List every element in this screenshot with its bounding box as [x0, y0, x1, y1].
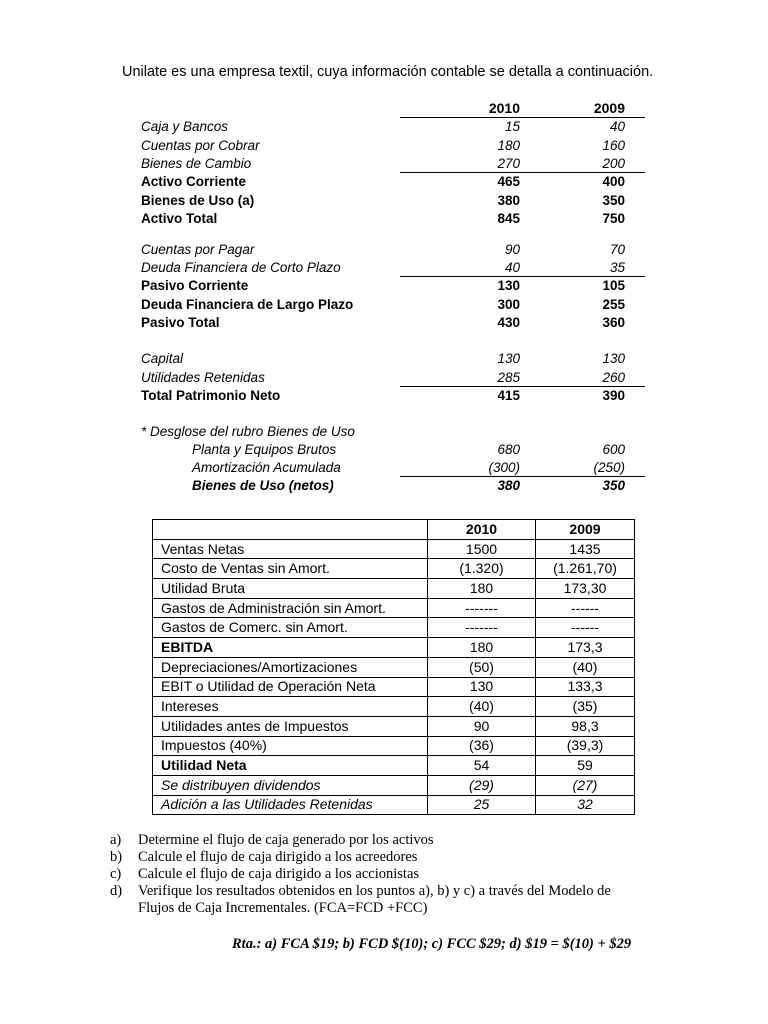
- table-row: Utilidad Neta 54 59: [153, 756, 635, 776]
- bs-row: Bienes de Uso (netos) 380 350: [192, 478, 625, 493]
- bs-row: Utilidades Retenidas 285 260: [141, 370, 625, 385]
- bs-row: Bienes de Cambio 270 200: [141, 156, 625, 171]
- year-2009-header: 2009: [593, 100, 625, 116]
- bs-row: Activo Total 845 750: [141, 211, 625, 226]
- bs-row: Deuda Financiera de Corto Plazo 40 35: [141, 260, 625, 275]
- bs-row: Activo Corriente 465 400: [141, 174, 625, 189]
- table-row: Gastos de Administración sin Amort. ------- ------: [153, 598, 635, 618]
- bs-row: Caja y Bancos 15 40: [141, 119, 625, 134]
- table-row: EBIT o Utilidad de Operación Neta 130 133,3: [153, 677, 635, 697]
- bs-row: Total Patrimonio Neto 415 390: [141, 388, 625, 403]
- table-row: Impuestos (40%) (36) (39,3): [153, 736, 635, 756]
- income-statement-table: [152, 519, 635, 815]
- table-row: Ventas Netas 1500 1435: [153, 539, 635, 559]
- table-row: Gastos de Comerc. sin Amort. ------- ------: [153, 618, 635, 638]
- table-header-row: 2010 2009: [153, 520, 635, 540]
- bs-row: Bienes de Uso (a) 380 350: [141, 193, 625, 208]
- table-row: Se distribuyen dividendos (29) (27): [153, 775, 635, 795]
- table-row: EBITDA 180 173,3: [153, 638, 635, 658]
- table-row: Adición a las Utilidades Retenidas 25 32: [153, 795, 635, 815]
- table-row: Utilidades antes de Impuestos 90 98,3: [153, 716, 635, 736]
- bs-row: Capital 130 130: [141, 351, 625, 366]
- bs-row: Pasivo Total 430 360: [141, 315, 625, 330]
- answer-text: Rta.: a) FCA $19; b) FCD $(10); c) FCC $29; d) $19 = $(10) + $29: [232, 936, 632, 952]
- table-row: Utilidad Bruta 180 173,30: [153, 579, 635, 599]
- bs-row: Cuentas por Pagar 90 70: [141, 242, 625, 257]
- year-2010-header: 2010: [488, 100, 520, 116]
- table-row: Depreciaciones/Amortizaciones (50) (40): [153, 657, 635, 677]
- bs-row: Amortización Acumulada (300) (250): [192, 460, 625, 475]
- bs-row: Deuda Financiera de Largo Plazo 300 255: [141, 297, 625, 312]
- bs-row: Cuentas por Cobrar 180 160: [141, 138, 625, 153]
- table-row: Costo de Ventas sin Amort. (1.320) (1.261,70): [153, 559, 635, 579]
- breakdown-title: * Desglose del rubro Bienes de Uso: [141, 424, 355, 439]
- table-row: Intereses (40) (35): [153, 697, 635, 717]
- bs-row: Pasivo Corriente 130 105: [141, 278, 625, 293]
- bs-row: Planta y Equipos Brutos 680 600: [192, 442, 625, 457]
- intro-text: Unilate es una empresa textil, cuya información contable se detalla a continuación.: [122, 64, 654, 80]
- balance-sheet-header: [0, 99, 768, 118]
